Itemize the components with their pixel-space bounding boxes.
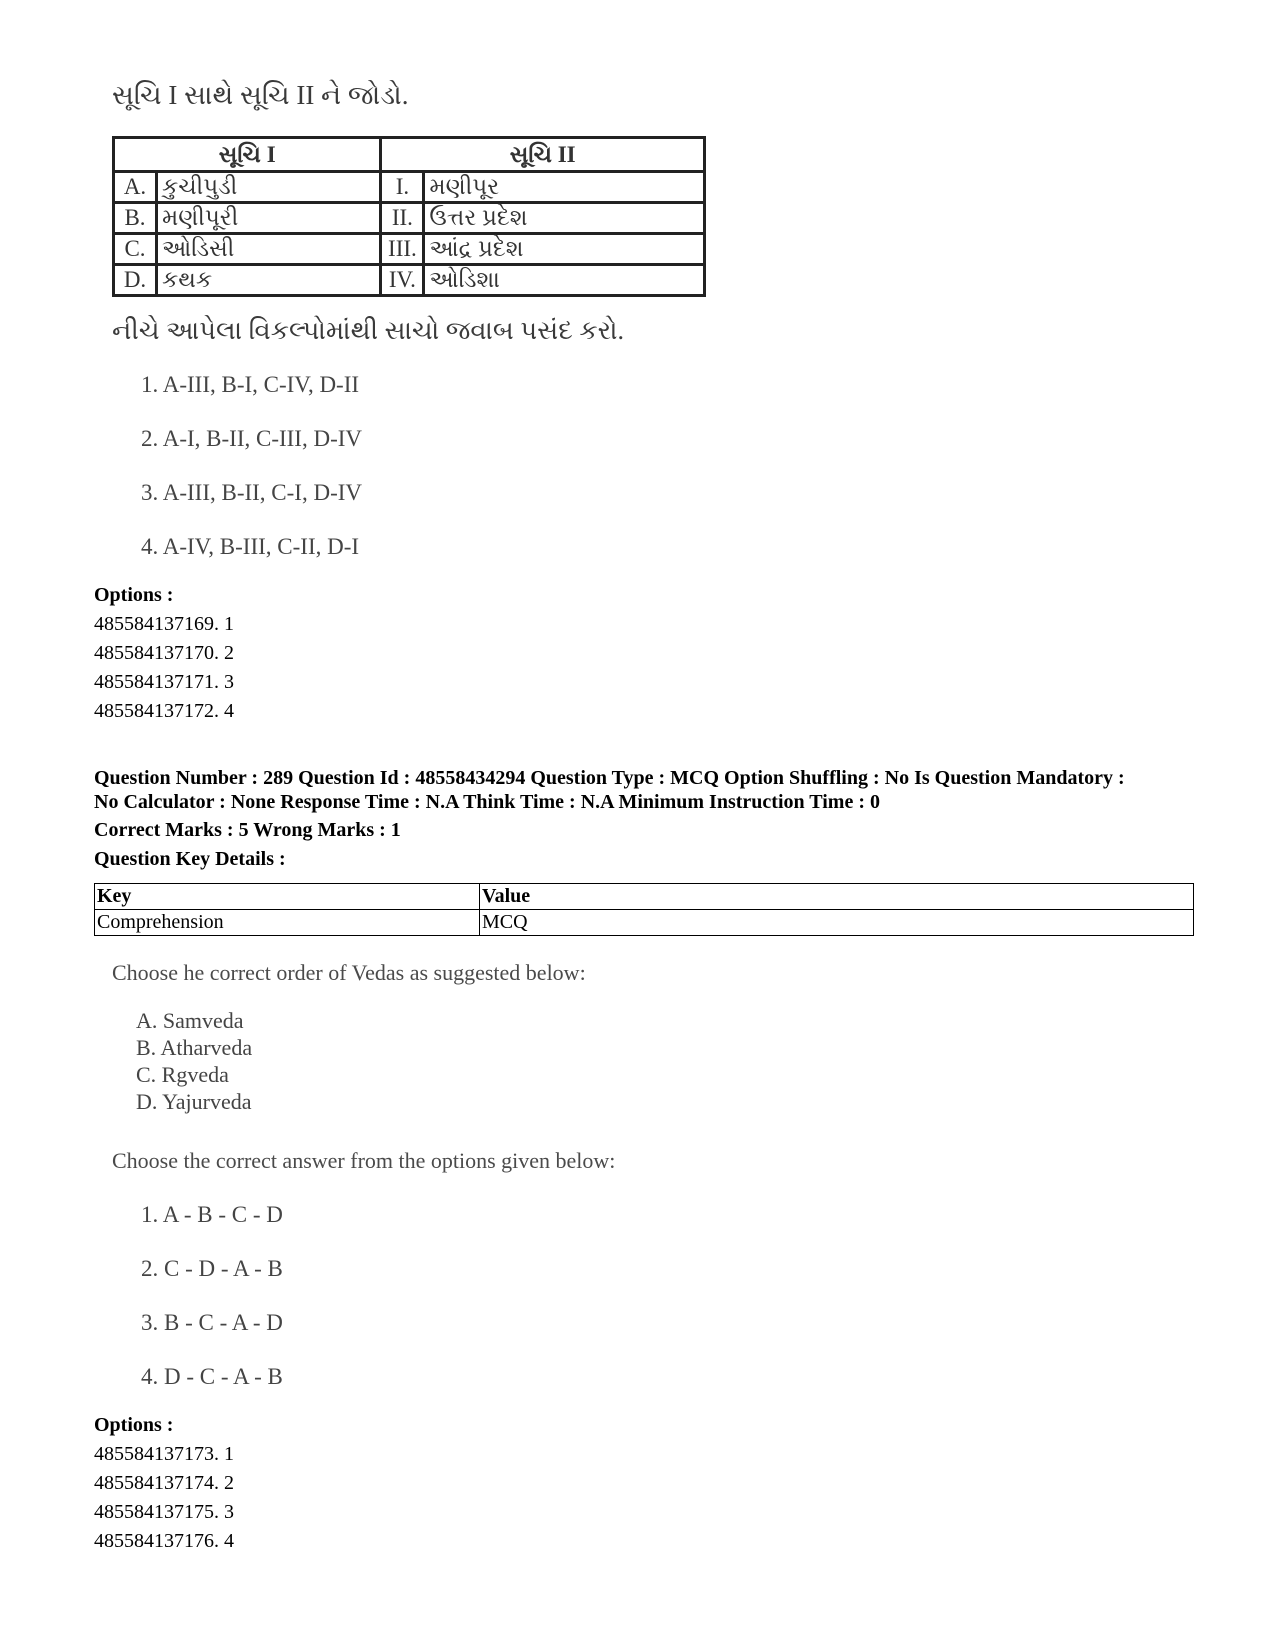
q1-option: 485584137169. 1 xyxy=(94,613,234,635)
q1-choice: 4. A-IV, B-III, C-II, D-I xyxy=(141,534,360,559)
q2-meta-line1: Question Number : 289 Question Id : 48558434294 Question Type : MCQ Option Shuffling : No Is Question Mandatory : xyxy=(94,767,1125,789)
match-left-index: C. xyxy=(114,234,157,265)
q2-marks: Correct Marks : 5 Wrong Marks : 1 xyxy=(94,819,401,841)
q1-instruction: સૂચિ I સાથે સૂચિ II ને જોડો. xyxy=(112,80,409,110)
match-left-item: કુચીપુડી xyxy=(157,172,381,203)
q2-option: 485584137173. 1 xyxy=(94,1443,234,1465)
q1-options-label: Options : xyxy=(94,584,174,606)
q2-meta-line2: No Calculator : None Response Time : N.A Think Time : N.A Minimum Instruction Time : 0 xyxy=(94,791,880,813)
veda-item: D. Yajurveda xyxy=(136,1089,252,1114)
q2-key-details-label: Question Key Details : xyxy=(94,848,286,870)
match-left-index: A. xyxy=(114,172,157,203)
veda-item: C. Rgveda xyxy=(136,1062,229,1087)
match-right-index: III. xyxy=(381,234,424,265)
match-left-index: D. xyxy=(114,265,157,296)
match-left-item: ઓડિસી xyxy=(157,234,381,265)
match-right-item: ઉત્તર પ્રદેશ xyxy=(424,203,705,234)
key-cell: Comprehension xyxy=(95,910,480,936)
match-right-item: મણીપૂર xyxy=(424,172,705,203)
match-header-list1: સૂચિ I xyxy=(114,138,381,172)
q2-choice: 1. A - B - C - D xyxy=(141,1202,283,1227)
match-header-list2: સૂચિ II xyxy=(381,138,705,172)
match-right-item: ઓડિશા xyxy=(424,265,705,296)
match-right-index: II. xyxy=(381,203,424,234)
q2-option: 485584137175. 3 xyxy=(94,1501,234,1523)
match-row xyxy=(114,203,705,234)
veda-item: A. Samveda xyxy=(136,1008,244,1033)
q2-prompt: Choose the correct answer from the options given below: xyxy=(112,1148,616,1173)
match-right-item: આંદ્ર પ્રદેશ xyxy=(424,234,705,265)
q2-choice: 4. D - C - A - B xyxy=(141,1364,283,1389)
match-row xyxy=(114,172,705,203)
key-details-table xyxy=(94,883,1194,936)
q1-choice: 3. A-III, B-II, C-I, D-IV xyxy=(141,480,362,505)
q2-instruction: Choose he correct order of Vedas as suggested below: xyxy=(112,960,586,985)
match-row xyxy=(114,265,705,296)
q1-choice: 2. A-I, B-II, C-III, D-IV xyxy=(141,426,362,451)
match-left-item: કથક xyxy=(157,265,381,296)
q1-prompt: નીચે આપેલા વિકલ્પોમાંથી સાચો જવાબ પસંદ કરો. xyxy=(112,316,625,345)
match-table xyxy=(112,136,706,297)
match-left-index: B. xyxy=(114,203,157,234)
match-left-item: મણીપૂરી xyxy=(157,203,381,234)
q2-choice: 3. B - C - A - D xyxy=(141,1310,283,1335)
q1-choice: 1. A-III, B-I, C-IV, D-II xyxy=(141,372,360,397)
q2-choice: 2. C - D - A - B xyxy=(141,1256,283,1281)
value-cell: MCQ xyxy=(480,910,1194,936)
value-header: Value xyxy=(480,884,1194,910)
q2-options-label: Options : xyxy=(94,1414,174,1436)
q2-option: 485584137174. 2 xyxy=(94,1472,234,1494)
match-right-index: IV. xyxy=(381,265,424,296)
match-right-index: I. xyxy=(381,172,424,203)
q1-option: 485584137171. 3 xyxy=(94,671,234,693)
q2-option: 485584137176. 4 xyxy=(94,1530,234,1552)
match-row xyxy=(114,234,705,265)
key-header: Key xyxy=(95,884,480,910)
q1-option: 485584137170. 2 xyxy=(94,642,234,664)
q1-option: 485584137172. 4 xyxy=(94,700,234,722)
veda-item: B. Atharveda xyxy=(136,1035,253,1060)
